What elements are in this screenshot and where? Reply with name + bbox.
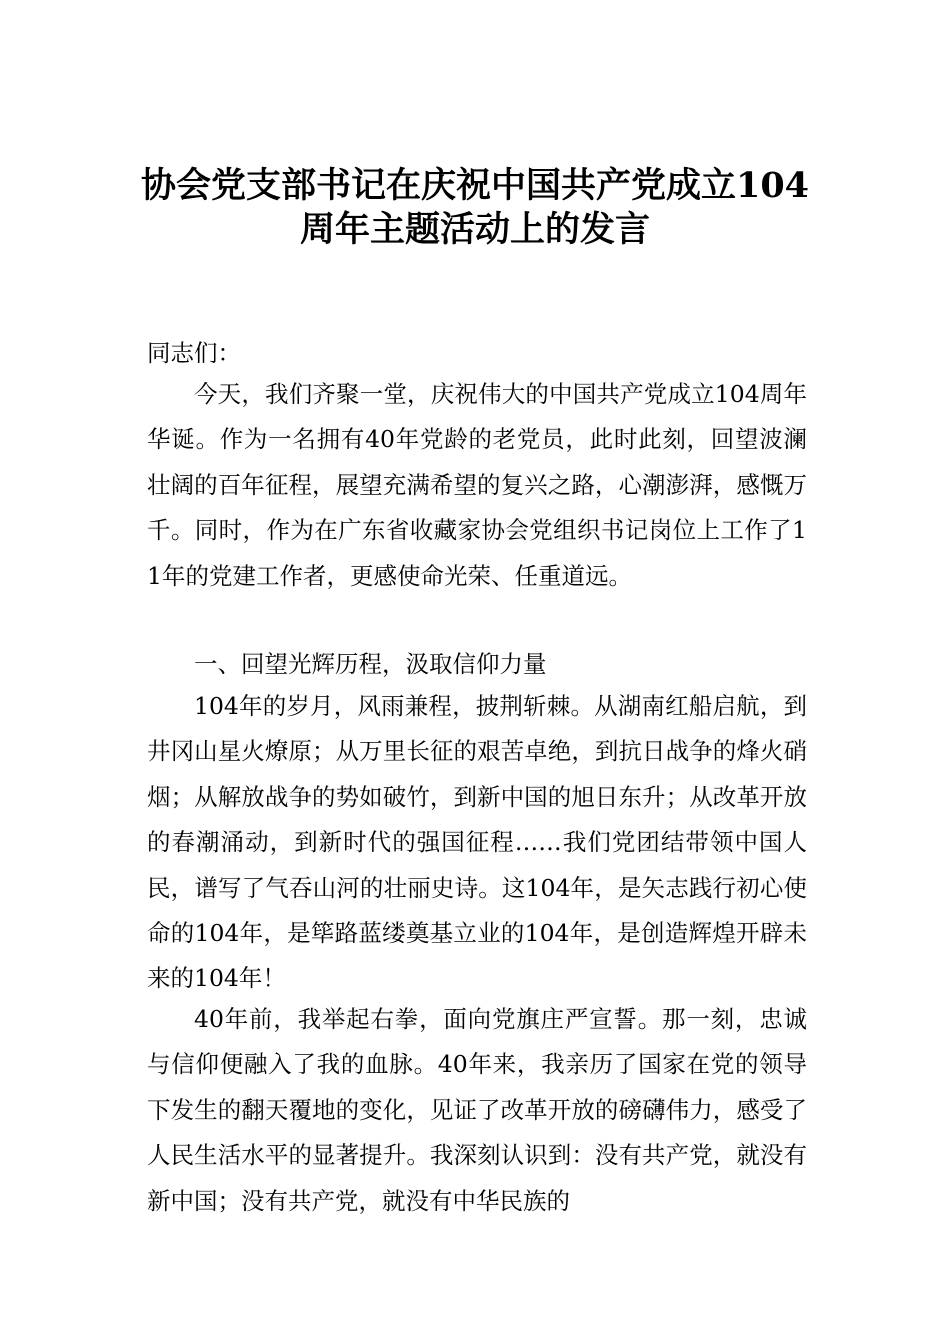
paragraph-personal: 40年前，我举起右拳，面向党旗庄严宣誓。那一刻，忠诚与信仰便融入了我的血脉。40年来，我亲历了国家在党的领导下发生的翻天覆地的变化，见证了改革开放的磅礴伟力，感受了人民生活水平的显著提升。我深刻认识到：没有共产党，就没有新中国；没有共产党，就没有中华民族的	[147, 1005, 807, 1215]
greeting: 同志们：	[147, 339, 241, 367]
paragraph-history: 104年的岁月，风雨兼程，披荆斩棘。从湖南红船启航，到井冈山星火燎原；从万里长征的艰苦卓绝，到抗日战争的烽火硝烟；从解放战争的势如破竹，到新中国的旭日东升；从改革开放的春潮涌动，到新时代的强国征程……我们党团结带领中国人民，谱写了气吞山河的壮丽史诗。这104年，是矢志践行初心使命的104年，是筚路蓝缕奠基立业的104年，是创造辉煌开辟未来的104年！	[147, 692, 807, 993]
document-title-line-1: 协会党支部书记在庆祝中国共产党成立104	[140, 165, 810, 206]
document-title-line-2: 周年主题活动上的发言	[299, 209, 650, 250]
paragraph-intro: 今天，我们齐聚一堂，庆祝伟大的中国共产党成立104周年华诞。作为一名拥有40年党龄的老党员，此时此刻，回望波澜壮阔的百年征程，展望充满希望的复兴之路，心潮澎湃，感慨万千。同时，作为在广东省收藏家协会党组织书记岗位上工作了11年的党建工作者，更感使命光荣、任重道远。	[147, 380, 807, 590]
section-heading-1: 一、回望光辉历程，汲取信仰力量	[194, 650, 547, 678]
